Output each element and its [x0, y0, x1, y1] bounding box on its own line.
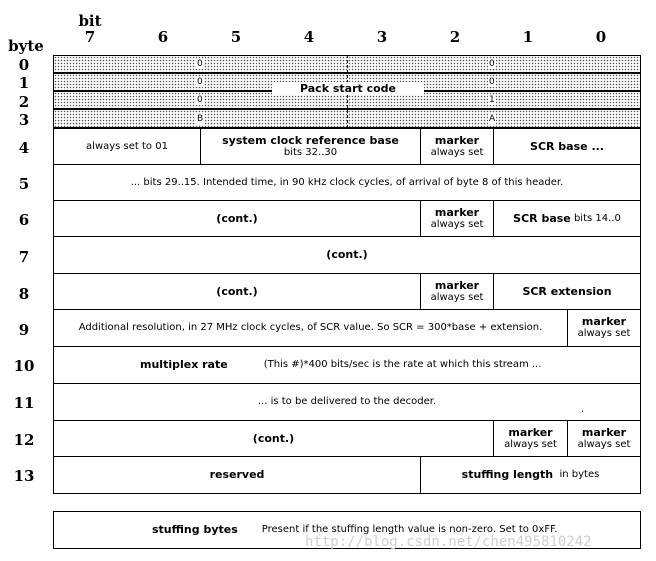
multiplex-rate-field [53, 346, 641, 384]
watermark: http://blog.csdn.net/chen495810242 [305, 534, 592, 550]
byte-num-8: 8 [18, 285, 30, 303]
multiplex-rate-desc: (This #)*400 bits/sec is the rate at which this stream ... [263, 359, 542, 370]
cont-field-row6 [53, 200, 421, 237]
stuffing-length-unit: in bytes [559, 469, 600, 480]
marker-sub: always set [577, 438, 631, 450]
pack-bit-left-0: 0 [197, 59, 203, 69]
stuffing-bytes-label: stuffing bytes [152, 523, 238, 536]
bit-7: 7 [84, 28, 96, 46]
byte-num-9: 9 [18, 321, 30, 339]
byte-num-11: 11 [13, 394, 35, 412]
multiplex-rate-cont-field [53, 383, 641, 421]
scr-base-label: SCR base ... [530, 139, 604, 153]
bit-5: 5 [230, 28, 242, 46]
bit-2: 2 [449, 28, 461, 46]
bit-4: 4 [303, 28, 315, 46]
reserved-field [53, 456, 421, 494]
cont-label: (cont.) [216, 211, 258, 225]
reserved-label: reserved [209, 468, 265, 481]
marker-sub: always set [430, 291, 484, 303]
byte-num-2: 2 [18, 93, 30, 111]
scr-base-high-field [200, 128, 421, 165]
stuffing-length-field [420, 456, 641, 494]
marker-field-row12-b [567, 420, 641, 457]
byte-num-6: 6 [18, 211, 30, 229]
byte-num-3: 3 [18, 111, 30, 129]
cont-field-row8 [53, 273, 421, 310]
multiplex-rate-label: multiplex rate [140, 358, 228, 371]
marker-label: marker [581, 315, 627, 328]
marker-sub: always set [504, 438, 557, 450]
marker-sub: always set [577, 328, 631, 339]
pack-bit-left-3: B [197, 114, 204, 124]
scr-extension-label: SCR extension [522, 284, 612, 298]
bit-1: 1 [522, 28, 534, 46]
marker-field-row6 [420, 200, 494, 237]
pack-start-code-label: Pack start code [272, 82, 424, 95]
byte-num-1: 1 [18, 74, 30, 92]
marker-label: marker [434, 278, 480, 292]
row11-dot: . [581, 404, 585, 415]
scr-bits-29-15-field [53, 164, 641, 201]
row11-text: ... is to be delivered to the decoder. [257, 396, 437, 407]
scr-base-low-field [493, 200, 641, 237]
cont-label: (cont.) [252, 431, 295, 445]
always-set-01-field [53, 128, 201, 165]
row9-text: Additional resolution, in 27 MHz clock cycles, of SCR value. So SCR = 300*base + extension. [78, 322, 543, 333]
bit-3: 3 [376, 28, 388, 46]
marker-label: marker [581, 425, 627, 439]
marker-label: marker [434, 133, 480, 147]
stuffing-length-label: stuffing length [461, 468, 554, 481]
scr-title: system clock reference base [222, 133, 399, 147]
pack-bit-left-2: 0 [197, 95, 203, 105]
pack-bit-right-3: A [489, 114, 496, 124]
pack-bit-right-2: 1 [489, 95, 495, 105]
marker-field-row8 [420, 273, 494, 310]
byte-num-7: 7 [18, 248, 30, 266]
marker-field-row4 [420, 128, 494, 165]
scr-base-label: SCR base [513, 211, 571, 225]
bit-6: 6 [157, 28, 169, 46]
marker-label: marker [508, 425, 553, 439]
marker-sub: always set [430, 218, 484, 230]
byte-num-4: 4 [18, 139, 30, 157]
scr-bits-32-30: bits 32..30 [283, 146, 338, 158]
always-set-01-text: always set to 01 [86, 140, 168, 152]
marker-sub: always set [430, 146, 484, 158]
marker-label: marker [434, 205, 480, 219]
byte-label: byte [8, 37, 44, 55]
cont-field-row7 [53, 236, 641, 274]
byte-num-5: 5 [18, 175, 30, 193]
marker-field-row9 [567, 309, 641, 347]
bit-label: bit [78, 12, 102, 30]
scr-extension-desc-field [53, 309, 568, 347]
cont-label: (cont.) [216, 284, 258, 298]
pack-bit-left-1: 0 [197, 77, 203, 87]
scr-extension-field [493, 273, 641, 310]
cont-label: (cont.) [326, 248, 368, 261]
pack-bit-right-1: 0 [489, 77, 495, 87]
byte-num-10: 10 [13, 357, 35, 375]
cont-field-row12 [53, 420, 494, 457]
bit-0: 0 [595, 28, 607, 46]
marker-field-row12-a [493, 420, 568, 457]
byte-num-13: 13 [13, 467, 35, 485]
scr-bits-14-0: bits 14..0 [573, 212, 621, 224]
byte-num-12: 12 [13, 431, 35, 449]
stuffing-bytes-desc: Present if the stuffing length value is non-zero. Set to 0xFF. [261, 524, 558, 535]
row5-text: ... bits 29..15. Intended time, in 90 kHz clock cycles, of arrival of byte 8 of this header. [130, 176, 564, 188]
scr-base-cont-field [493, 128, 641, 165]
pack-bit-right-0: 0 [489, 59, 495, 69]
byte-num-0: 0 [18, 56, 30, 74]
